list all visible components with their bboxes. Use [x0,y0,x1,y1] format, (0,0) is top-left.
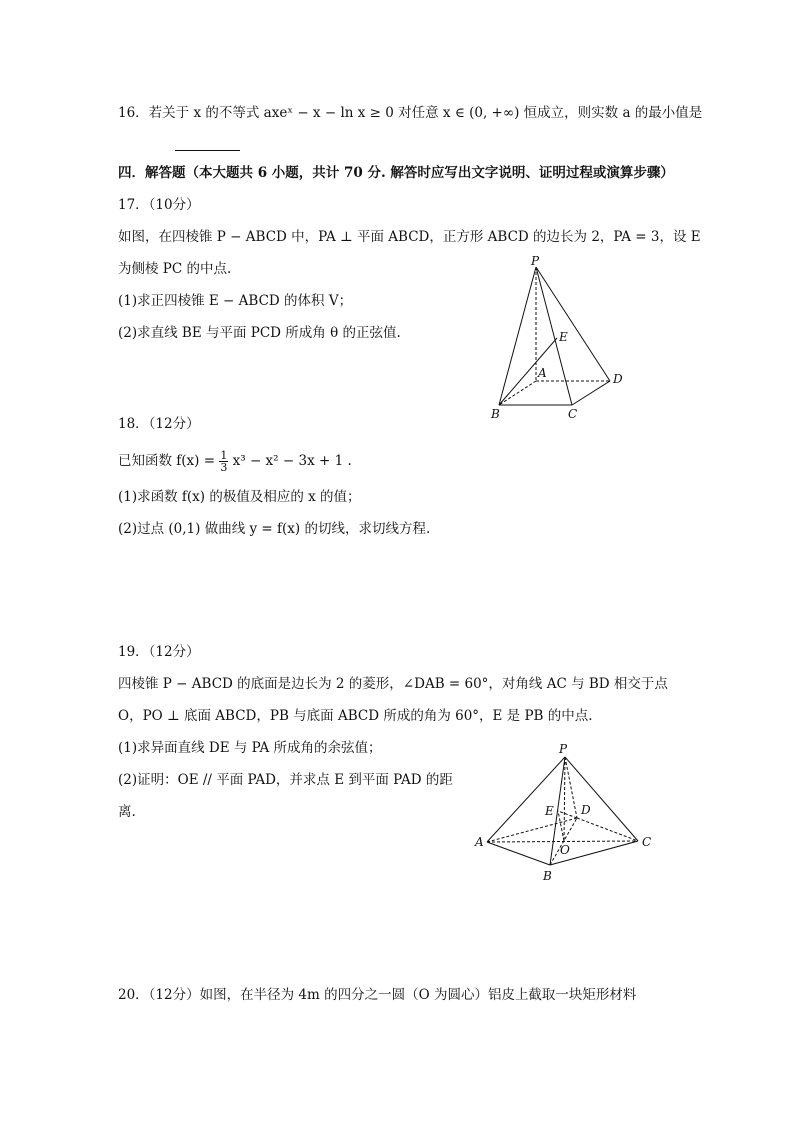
section-heading: 四．解答题（本大题共 6 小题，共计 70 分. 解答时应写出文字说明、证明过程或演算步骤） [118,165,674,181]
q18-given [118,448,352,474]
edge-ab [487,842,550,865]
edge-pd [536,267,610,381]
q17-header: 17．（10分） [118,197,200,213]
q16-text: 16．若关于 x 的不等式 axeˣ − x − ln x ≥ 0 对任意 x ∈ (0, +∞) 恒成立，则实数 a 的最小值是 [118,105,703,121]
q18-part1: (1)求函数 f(x) 的极值及相应的 x 的值； [118,489,361,505]
q16-answer-blank [175,150,240,151]
q17-part2: (2)求直线 BE 与平面 PCD 所成角 θ 的正弦值. [118,325,401,341]
q18-given-suffix: x³ − x² − 3x + 1 . [232,453,352,469]
label-b: B [543,869,552,883]
q19-header: 19．（12分） [118,644,200,660]
label-c: C [568,407,578,421]
label-d: D [613,372,623,386]
label-a: A [538,366,547,380]
q18-frac-den: 3 [220,461,228,474]
label-e: E [545,804,554,818]
q18-fraction [219,450,228,473]
label-p: P [559,742,568,756]
label-a: A [475,835,484,849]
label-d: D [581,803,591,817]
segment-de-hidden [558,811,577,818]
q19-part1: (1)求异面直线 DE 与 PA 所成角的余弦值； [118,740,382,756]
edge-pc [565,757,638,841]
q19-part2-cont: 离. [118,804,136,820]
q20-text: 20．（12分）如图，在半径为 4m 的四分之一圆（O 为圆心）铝皮上截取一块矩形材料 [118,987,637,1003]
q19-line1: 四棱锥 P − ABCD 的底面是边长为 2 的菱形，∠DAB = 60°，对角线 AC 与 BD 相交于点 [118,676,668,692]
label-o: O [560,843,570,857]
q18-header: 18．（12分） [118,416,200,432]
q19-line2: O，PO ⊥ 底面 ABCD，PB 与底面 ABCD 所成的角为 60°，E 是 PB 的中点. [118,708,593,724]
q17-line2: 为侧棱 PC 的中点. [118,261,232,277]
q17-pyramid-figure [480,255,650,425]
label-c: C [642,835,652,849]
q18-given-prefix: 已知函数 f(x) = [118,453,220,469]
segment-oe-hidden [558,811,564,841]
label-b: B [491,407,500,421]
edge-dc-hidden [577,818,638,841]
edge-pa [487,757,565,842]
label-e: E [559,330,568,344]
diagonal-ac-hidden [487,841,638,842]
q19-part2: (2)证明：OE // 平面 PAD，并求点 E 到平面 PAD 的距 [118,772,453,788]
edge-cd [572,381,610,405]
edge-pd-hidden [565,757,577,818]
segment-po-hidden [564,757,565,841]
q18-frac-num: 1 [220,449,228,462]
q17-line1: 如图，在四棱锥 P − ABCD 中，PA ⊥ 平面 ABCD，正方形 ABCD 的边长为 2，PA = 3，设 E [118,229,701,245]
label-p: P [531,255,540,268]
q17-part1: (1)求正四棱锥 E − ABCD 的体积 V； [118,293,353,309]
q18-part2: (2)过点 (0,1) 做曲线 y = f(x) 的切线，求切线方程. [118,521,431,537]
q19-pyramid-figure [470,735,660,890]
